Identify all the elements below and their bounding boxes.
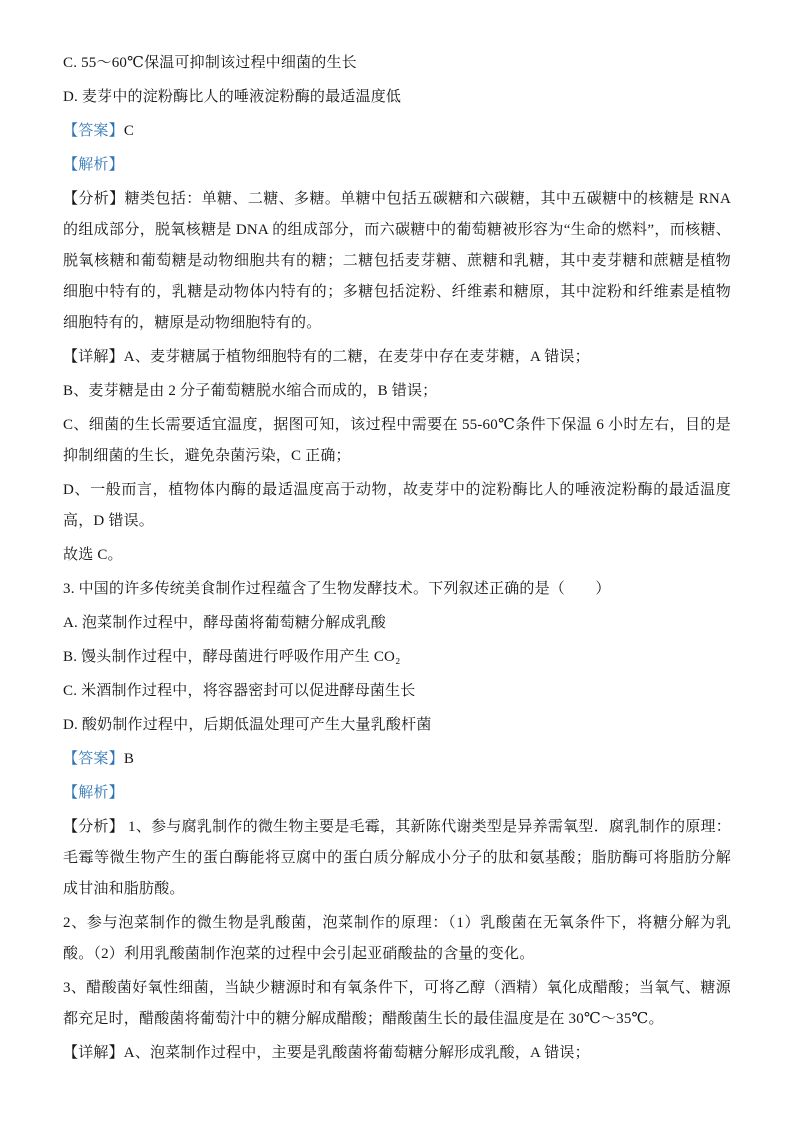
q2-answer-line xyxy=(63,116,731,147)
q2-detail-b: B、麦芽糖是由 2 分子葡萄糖脱水缩合而成的，B 错误； xyxy=(63,383,438,399)
q3-analysis-header xyxy=(63,778,731,809)
answer-value: C xyxy=(123,123,135,139)
q3-answer-line xyxy=(63,744,731,775)
q2-detail-a: 【详解】A、麦芽糖属于植物细胞特有的二糖，在麦芽中存在麦芽糖，A 错误； xyxy=(63,349,590,365)
answer-label: 【答案】 xyxy=(63,751,124,767)
q2-analysis-paragraph: 【分析】糖类包括：单糖、二糖、多糖。单糖中包括五碳糖和六碳糖，其中五碳糖中的核糖是 RNA 的组成部分，脱氧核糖是 DNA 的组成部分，而六碳糖中的葡萄糖被形容为“生命的燃料”，而核糖、脱氧核糖和葡萄糖是动物细胞共有的糖；二糖包括麦芽糖、蔗糖和乳糖，其中麦芽糖和蔗糖是植物细胞中特有的，乳糖是动物体内特有的；多糖包括淀粉、纤维素和糖原，其中淀粉和纤维素是植物细胞特有的，糖原是动物细胞特有的。 xyxy=(63,191,731,331)
q3-analysis-paragraph-2: 2、参与泡菜制作的微生物是乳酸菌，泡菜制作的原理：（1）乳酸菌在无氧条件下，将糖分解为乳酸。（2）利用乳酸菌制作泡菜的过程中会引起亚硝酸盐的含量的变化。 xyxy=(63,915,731,962)
q3-analysis-paragraph-1: 【分析】 1、参与腐乳制作的微生物主要是毛霉，其新陈代谢类型是异养需氧型．腐乳制作的原理：毛霉等微生物产生的蛋白酶能将豆腐中的蛋白质分解成小分子的肽和氨基酸；脂肪酶可将脂肪分解成甘油和脂肪酸。 xyxy=(63,819,731,897)
q3-question-stem: 3. 中国的许多传统美食制作过程蕴含了生物发酵技术。下列叙述正确的是（ ） xyxy=(63,581,611,597)
q2-conclusion: 故选 C。 xyxy=(63,547,123,563)
question-3-block xyxy=(63,574,731,1069)
q3-option-a: A. 泡菜制作过程中，酵母菌将葡萄糖分解成乳酸 xyxy=(63,615,386,631)
q2-detail-c: C、细菌的生长需要适宜温度，据图可知，该过程中需要在 55-60℃条件下保温 6 小时左右，目的是抑制细菌的生长，避免杂菌污染，C 正确； xyxy=(63,417,731,464)
answer-value: B xyxy=(123,751,135,767)
analysis-header-label: 【解析】 xyxy=(63,785,124,801)
q2-option-d: D. 麦芽中的淀粉酶比人的唾液淀粉酶的最适温度低 xyxy=(63,89,402,105)
answer-label: 【答案】 xyxy=(63,123,124,139)
q2-analysis-header xyxy=(63,150,731,181)
q3-option-b: B. 馒头制作过程中，酵母菌进行呼吸作用产生 CO₂ xyxy=(63,649,401,665)
q3-detail-a: 【详解】A、泡菜制作过程中，主要是乳酸菌将葡萄糖分解形成乳酸，A 错误； xyxy=(63,1045,590,1061)
q3-option-d: D. 酸奶制作过程中，后期低温处理可产生大量乳酸杆菌 xyxy=(63,717,432,733)
q2-detail-d: D、一般而言，植物体内酶的最适温度高于动物，故麦芽中的淀粉酶比人的唾液淀粉酶的最适温度高，D 错误。 xyxy=(63,482,731,529)
analysis-header-label: 【解析】 xyxy=(63,157,124,173)
q3-analysis-paragraph-3: 3、醋酸菌好氧性细菌，当缺少糖源时和有氧条件下，可将乙醇（酒精）氧化成醋酸；当氧气、糖源都充足时，醋酸菌将葡萄汁中的糖分解成醋酸；醋酸菌生长的最佳温度是在 30℃～35℃。 xyxy=(63,980,731,1027)
q3-option-c: C. 米酒制作过程中，将容器密封可以促进酵母菌生长 xyxy=(63,683,416,699)
q2-option-c: C. 55～60℃保温可抑制该过程中细菌的生长 xyxy=(63,55,357,71)
question-2-block xyxy=(63,48,731,571)
